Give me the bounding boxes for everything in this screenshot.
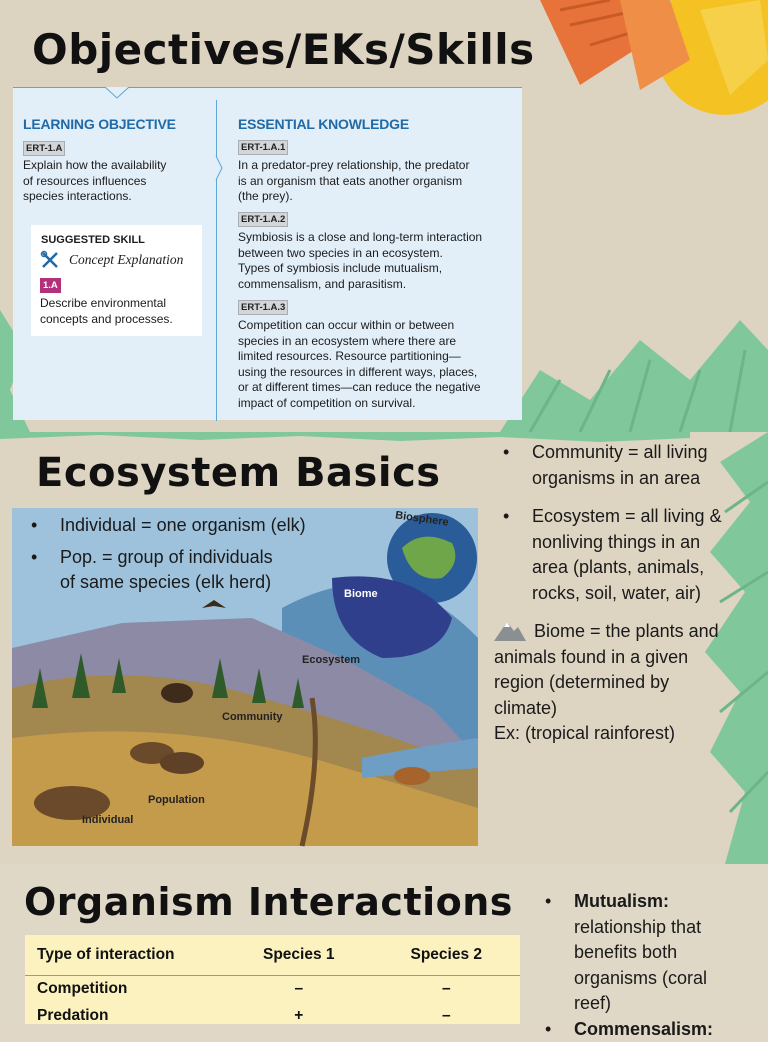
learning-objective-heading: LEARNING OBJECTIVE — [23, 116, 176, 132]
interaction-types-list — [542, 889, 752, 1042]
table-header-row — [25, 935, 520, 975]
biome-label: Biome — [344, 588, 378, 600]
ek-1-text: In a predator-prey relationship, the predator is an organism that eats another organism (the prey). — [238, 158, 469, 205]
list-item: • Pop. = group of individuals of same species (elk herd) — [28, 545, 358, 596]
biosphere-label: Biosphere — [394, 509, 449, 528]
section-title: Ecosystem Basics — [36, 450, 441, 496]
table-cell: – — [373, 975, 521, 1002]
list-item: • Mutualism: relationship that benefits both organisms (coral reef) — [542, 889, 752, 1017]
skill-code: 1.A — [40, 278, 61, 293]
population-label: Population — [148, 794, 205, 806]
column-header: Species 1 — [225, 935, 373, 975]
list-item: • Individual = one organism (elk) — [28, 513, 358, 539]
skill-name: Concept Explanation — [69, 252, 183, 268]
suggested-skill-box — [31, 225, 202, 336]
pointer-notch — [105, 87, 129, 99]
community-label: Community — [222, 711, 283, 723]
ek-2-text: Symbiosis is a close and long-term interaction between two species in an ecosystem. Types of symbiosis include mutualism, commensalism, and parasitism. — [238, 230, 482, 292]
ek-3-code: ERT-1.A.3 — [238, 300, 288, 315]
levels-bullet-list — [28, 513, 358, 596]
biome-definition: Biome = the plants and animals found in a given region (determined by climate) Ex: (tropical rainforest) — [494, 619, 744, 747]
ek-3-text: Competition can occur within or between species in an ecosystem where there are limited resources. Resource partitioning— using the resources in different ways, places, or at different times—can reduce the negative impact of competition on survival. — [238, 318, 481, 411]
table-cell: – — [373, 1002, 521, 1029]
divider-notch — [210, 156, 222, 180]
page-title: Objectives/EKs/Skills — [32, 25, 535, 74]
interactions-table — [25, 935, 520, 1024]
essential-knowledge-heading: ESSENTIAL KNOWLEDGE — [238, 116, 409, 132]
tropical-leaves-decoration — [520, 0, 768, 120]
objectives-slide — [0, 0, 768, 432]
table-row — [25, 975, 520, 1002]
skill-text: Describe environmental concepts and processes. — [40, 296, 173, 327]
section-title: Organism Interactions — [24, 880, 513, 924]
column-divider — [216, 100, 217, 421]
ek-1-code: ERT-1.A.1 — [238, 140, 288, 155]
palm-leaves-decoration — [500, 310, 768, 432]
table-cell: – — [225, 975, 373, 1002]
ek-2-code: ERT-1.A.2 — [238, 212, 288, 227]
lo-text: Explain how the availability of resources influences species interactions. — [23, 158, 166, 205]
table-row — [25, 1002, 520, 1029]
ecosystem-label: Ecosystem — [302, 654, 360, 666]
column-header: Type of interaction — [25, 935, 225, 975]
table-cell: Competition — [25, 975, 225, 1002]
ecosystem-levels-image — [12, 508, 478, 846]
list-item: • Community = all living organisms in an area — [500, 440, 740, 491]
course-framework-panel — [13, 87, 522, 420]
definitions-bullet-list — [500, 440, 740, 606]
list-item: • Ecosystem = all living & nonliving things in an area (plants, animals, rocks, soil, water, air) — [500, 504, 740, 606]
tools-icon — [40, 250, 60, 270]
suggested-skill-heading: SUGGESTED SKILL — [41, 233, 145, 249]
list-item: • Commensalism: — [542, 1017, 752, 1042]
lo-code: ERT-1.A — [23, 141, 65, 156]
table-cell: + — [225, 1002, 373, 1029]
column-header: Species 2 — [373, 935, 521, 975]
individual-label: Individual — [82, 814, 133, 826]
table-cell: Predation — [25, 1002, 225, 1029]
